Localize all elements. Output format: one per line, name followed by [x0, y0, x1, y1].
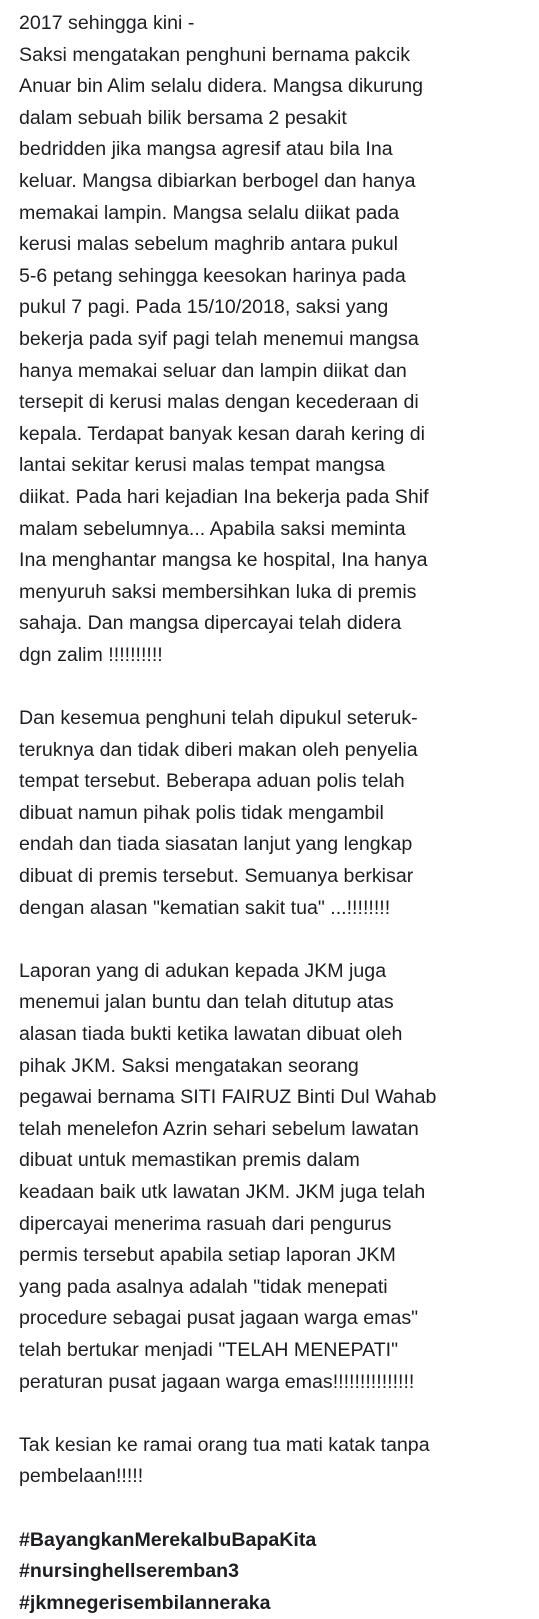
text-line: 5-6 petang sehingga keesokan harinya pada [19, 261, 531, 293]
text-line: dibuat di premis tersebut. Semuanya berkisar [19, 861, 531, 893]
text-line: Saksi mengatakan penghuni bernama pakcik [19, 40, 531, 72]
text-line: dgn zalim !!!!!!!!!! [19, 640, 531, 672]
hashtag-link[interactable]: #BayangkanMerekaIbuBapaKita [19, 1525, 531, 1557]
text-line: bekerja pada syif pagi telah menemui mangsa [19, 324, 531, 356]
text-line: tersepit di kerusi malas dengan kecederaan di [19, 387, 531, 419]
text-line: kerusi malas sebelum maghrib antara pukul [19, 229, 531, 261]
text-line: lantai sekitar kerusi malas tempat mangsa [19, 450, 531, 482]
paragraph-spacer [19, 671, 531, 703]
text-line: bedridden jika mangsa agresif atau bila Ina [19, 134, 531, 166]
text-line: kepala. Terdapat banyak kesan darah kering di [19, 419, 531, 451]
text-line: Tak kesian ke ramai orang tua mati katak tanpa [19, 1430, 531, 1462]
text-line: menemui jalan buntu dan telah ditutup atas [19, 987, 531, 1019]
text-line: pegawai bernama SITI FAIRUZ Binti Dul Wahab [19, 1082, 531, 1114]
text-line: Anuar bin Alim selalu didera. Mangsa dikurung [19, 71, 531, 103]
text-line: dibuat untuk memastikan premis dalam [19, 1145, 531, 1177]
paragraph-spacer [19, 1398, 531, 1430]
paragraph-timeline [19, 8, 531, 671]
text-line: peraturan pusat jagaan warga emas!!!!!!!!!!!!!!! [19, 1367, 531, 1399]
text-line: malam sebelumnya... Apabila saksi meminta [19, 514, 531, 546]
paragraph-closing [19, 1430, 531, 1493]
text-line: dengan alasan "kematian sakit tua" ...!!!!!!!! [19, 893, 531, 925]
hashtag-link[interactable]: #jkmnegerisembilanneraka [19, 1588, 531, 1619]
text-line: telah bertukar menjadi "TELAH MENEPATI" [19, 1335, 531, 1367]
paragraph-residents [19, 703, 531, 924]
text-line: telah menelefon Azrin sehari sebelum lawatan [19, 1114, 531, 1146]
text-line: teruknya dan tidak diberi makan oleh penyelia [19, 735, 531, 767]
text-line: Laporan yang di adukan kepada JKM juga [19, 956, 531, 988]
text-line: yang pada asalnya adalah "tidak menepati [19, 1272, 531, 1304]
text-line: pihak JKM. Saksi mengatakan seorang [19, 1051, 531, 1083]
paragraph-spacer [19, 924, 531, 956]
text-line: keadaan baik utk lawatan JKM. JKM juga telah [19, 1177, 531, 1209]
hashtag-list [19, 1525, 531, 1619]
text-line: sahaja. Dan mangsa dipercayai telah didera [19, 608, 531, 640]
text-line: memakai lampin. Mangsa selalu diikat pada [19, 198, 531, 230]
text-line: permis tersebut apabila setiap laporan JKM [19, 1240, 531, 1272]
text-line: dalam sebuah bilik bersama 2 pesakit [19, 103, 531, 135]
text-line: procedure sebagai pusat jagaan warga emas" [19, 1303, 531, 1335]
hashtag-link[interactable]: #nursinghellseremban3 [19, 1556, 531, 1588]
text-line: dipercayai menerima rasuah dari pengurus [19, 1209, 531, 1241]
text-line: diikat. Pada hari kejadian Ina bekerja pada Shif [19, 482, 531, 514]
text-line: alasan tiada bukti ketika lawatan dibuat oleh [19, 1019, 531, 1051]
text-line: pembelaan!!!!! [19, 1461, 531, 1493]
text-line: dibuat namun pihak polis tidak mengambil [19, 798, 531, 830]
paragraph-jkm-report [19, 956, 531, 1398]
text-line: tempat tersebut. Beberapa aduan polis telah [19, 766, 531, 798]
text-line: Ina menghantar mangsa ke hospital, Ina hanya [19, 545, 531, 577]
text-line: keluar. Mangsa dibiarkan berbogel dan hanya [19, 166, 531, 198]
post-body [19, 8, 531, 1619]
text-line: hanya memakai seluar dan lampin diikat dan [19, 356, 531, 388]
text-line: menyuruh saksi membersihkan luka di premis [19, 577, 531, 609]
paragraph-spacer [19, 1493, 531, 1525]
text-line: Dan kesemua penghuni telah dipukul seteruk- [19, 703, 531, 735]
text-line: pukul 7 pagi. Pada 15/10/2018, saksi yang [19, 292, 531, 324]
text-line: endah dan tiada siasatan lanjut yang lengkap [19, 829, 531, 861]
text-line: 2017 sehingga kini - [19, 8, 531, 40]
